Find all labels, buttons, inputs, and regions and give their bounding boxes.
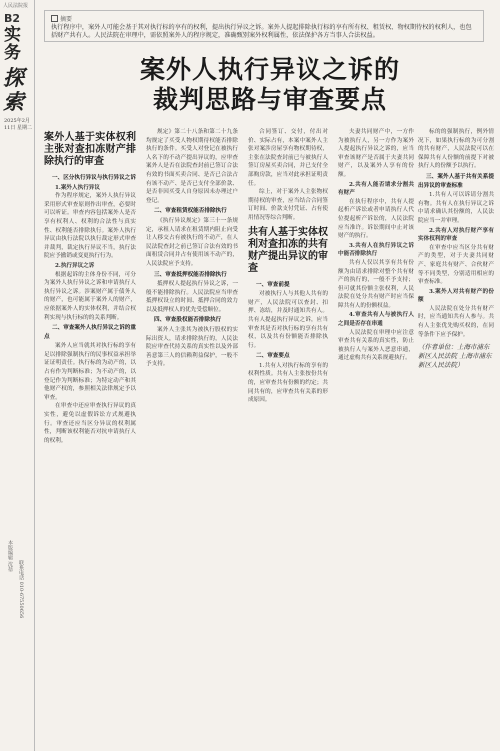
paragraph: 夫妻共同财产中，一方作为被执行人，另一方作为案外人提起执行异议之诉的，应当审查该财产是否属于夫妻共同财产，以及案外人享有的份额。 <box>338 129 414 178</box>
paragraph: 《执行异议规定》第三十一条规定，承租人请求在租赁期内阻止向受让人移交占有被执行的不动产，在人民法院查封之前已签订合法有效的书面租赁合同并占有使用该不动产的，人民法院应予支持。 <box>146 217 238 267</box>
section-heading-1: 案外人基于实体权利主张对查扣冻财产排除执行的审查 <box>44 132 136 167</box>
subheading: 3.共有人在执行异议之诉中能否排除执行 <box>338 242 414 258</box>
summary-label <box>51 14 477 23</box>
column-1 <box>44 128 136 748</box>
summary-box <box>44 10 484 42</box>
contact-line: 联系电话 010-67550656 <box>18 560 24 619</box>
summary-text: 执行程序中，案外人可能会基于其对执行标的享有的权利，提出执行异议之诉。案外人提起排除执行标的享有所有权、租赁权、物权期待权的权利人，也包括财产共有人。人民法院在审理中，需依照案外人的程序规定，准确甄别案外权利属性，依法保护各方当事人合法权益。 <box>51 24 472 39</box>
column-5 <box>418 128 494 748</box>
editor-line: 本版编辑 沈蓓 <box>7 540 13 572</box>
subheading: 3.案外人对共有财产的份额 <box>418 288 494 304</box>
column-name: 探索 <box>3 65 24 114</box>
title-line-2: 裁判思路与审查要点 <box>152 85 387 114</box>
paragraph: 标的的强制执行，例外情况下，如果执行标的为可分割的共有财产，人民法院可以在保障共有人份额的前提下对被执行人的份额予以执行。 <box>418 129 494 170</box>
paragraph: 人民法院在审理中应注意审查共有关系的真实性，防止被执行人与案外人恶意串通，通过虚构共有关系规避执行。 <box>338 329 414 362</box>
paragraph: 作为程序规定，案外人执行异议采用形式审查原则作出审查，必要时可以听证。审查内容包括案外人是否享有权利人、权利的合法性与真实性、权利能否排除执行。案外人执行异议由执行法院以执行裁定形式审查并裁判，裁定执行异议不当，执行法院应予撤销或变更执行行为。 <box>44 193 136 260</box>
summary-label-text: 摘要 <box>60 16 73 23</box>
subheading: 四、审查股权能否排除执行 <box>154 317 222 324</box>
title-line-1: 案外人执行异议之诉的 <box>139 55 400 84</box>
article-title <box>60 55 480 115</box>
paragraph: 在审查中应当区分共有财产的类型，对于夫妻共同财产、家庭共有财产、合伙财产等不同类型，分别适用相应的审查标准。 <box>418 244 494 286</box>
subheading: 2.执行异议之诉 <box>55 262 95 269</box>
paragraph: 案外人应当就其对执行标的享有足以排除强制执行的民事权益承担举证证明责任。执行标的为动产的，以占有作为判断标准；为不动产的，以登记作为判断标准；为特定动产和其他财产权的，参照相关法律规定予以审查。 <box>44 343 136 401</box>
issue-date: 2025年2月11日 星期二 <box>4 118 32 131</box>
paragraph: 案外人主张其为被执行股权的实际出资人，请求排除执行的，人民法院应审查代持关系的真实性以及外部善意第三人的信赖利益保护，一般不予支持。 <box>146 327 238 368</box>
paragraph: 合同签订、交付，付出对价、实际占有，本案中案外人主张对案涉房屋享有物权期待权，主张在法院查封前已与被执行人签订房屋买卖合同，并已支付全部购房款，应当对此承担证明责任。 <box>248 129 328 187</box>
masthead-sidebar <box>0 0 34 751</box>
column-2 <box>146 128 238 748</box>
subheading: 4.审查共有人与被执行人之间是否存在串通 <box>338 312 414 328</box>
subheading: 二、审查要点 <box>256 353 290 360</box>
paragraph: 共有人仅以其享有共有份额为由请求排除对整个共有财产的执行的，一般不予支持；但可就其份额主张权利，人民法院在处分共有财产时应当保障共有人的份额权益。 <box>338 259 414 309</box>
square-icon <box>51 15 58 22</box>
subheading: 一、审查前提 <box>256 281 290 288</box>
paragraph: 1.共有人可以诉请分割共有物。共有人在执行异议之诉中请求确认其份额的，人民法院应当一并审理。 <box>418 192 494 224</box>
paragraph: 综上，对于案外人主张物权期待权的审查，应当结合合同签订时间、价款支付凭证、占有使用情况等综合判断。 <box>248 189 328 221</box>
paragraph: 对被执行人与其他人共有的财产，人民法院可以查封、扣押、冻结，并及时通知共有人。共有人提起执行异议之诉，应当审查其是否对执行标的享有共有权，以及共有份额能否排除执行。 <box>248 291 328 349</box>
section-heading-2: 共有人基于实体权利对查扣冻的共有财产提出异议的审查 <box>248 226 328 274</box>
paragraph: 在审查中还应审查执行异议的真实性，避免以虚假诉讼方式规避执行。审查还应当区分异议的权利属性，判断该权利能否对抗申请执行人的权利。 <box>44 403 136 444</box>
paragraph: 在执行程序中，共有人提起析产诉讼或者申请执行人代位提起析产诉讼的，人民法院应当准许。诉讼期间中止对该财产的执行。 <box>338 198 414 240</box>
newspaper-name: 人民法院报 <box>3 3 29 9</box>
paragraph: 人民法院在处分共有财产时，应当通知共有人参与。共有人主张优先购买权的，在同等条件下应予保护。 <box>418 305 494 338</box>
sidebar-divider <box>34 0 35 751</box>
subheading: 二、审查租赁权能否排除执行 <box>154 208 227 215</box>
page-number: B2 <box>4 12 21 25</box>
column-4 <box>338 128 414 748</box>
subheading: 二、审查案外人执行异议之诉的重点 <box>44 325 136 340</box>
paragraph: 根据起诉的主体身份不同，可分为案外人执行异议之诉和申请执行人执行异议之诉。涉案财产属于债务人的财产，也可能属于案外人的财产，应依据案外人的实体权利，并结合权利实现与执行标的的关系判断。 <box>44 271 136 321</box>
subheading: 三、审查抵押权能否排除执行 <box>154 271 227 278</box>
paragraph: 1.共有人对执行标的享有的权利性质。共有人主张按份共有的，应审查共有份额的约定；共同共有的，应审查共有关系的形成原因。 <box>248 362 328 404</box>
subheading: 一、区分执行异议与执行异议之诉 <box>52 175 136 181</box>
paragraph: 抵押权人提起执行异议之诉，一般不能排除执行。人民法院应当审查抵押权设立的时间、抵押合同的效力以及抵押权人的优先受偿顺位。 <box>146 281 238 313</box>
subheading: 三、案外人基于共有关系提出异议的审查标准 <box>418 173 494 189</box>
subheading: 2.共有人对执行财产享有实体权利的审查 <box>418 227 494 243</box>
paragraph: 规定》第二十八条和第二十九条均规定了买受人物权期待权能否排除执行的条件。买受人对登记在被执行人名下的不动产提出异议的，应审查案外人是否在法院查封前已签订合法有效的书面买卖合同、是否已合法占有该不动产、是否已支付全部价款、是否非因买受人自身原因未办理过户登记。 <box>146 129 238 204</box>
author-credit: （作者单位：上海市浦东新区人民法院 上海市浦东新区人民法院） <box>418 343 492 370</box>
section-name: 实务 <box>4 25 21 63</box>
subheading: 1.案外人执行异议 <box>55 184 100 191</box>
column-3 <box>248 128 328 748</box>
subheading: 2.共有人能否请求分割共有财产 <box>338 181 414 197</box>
